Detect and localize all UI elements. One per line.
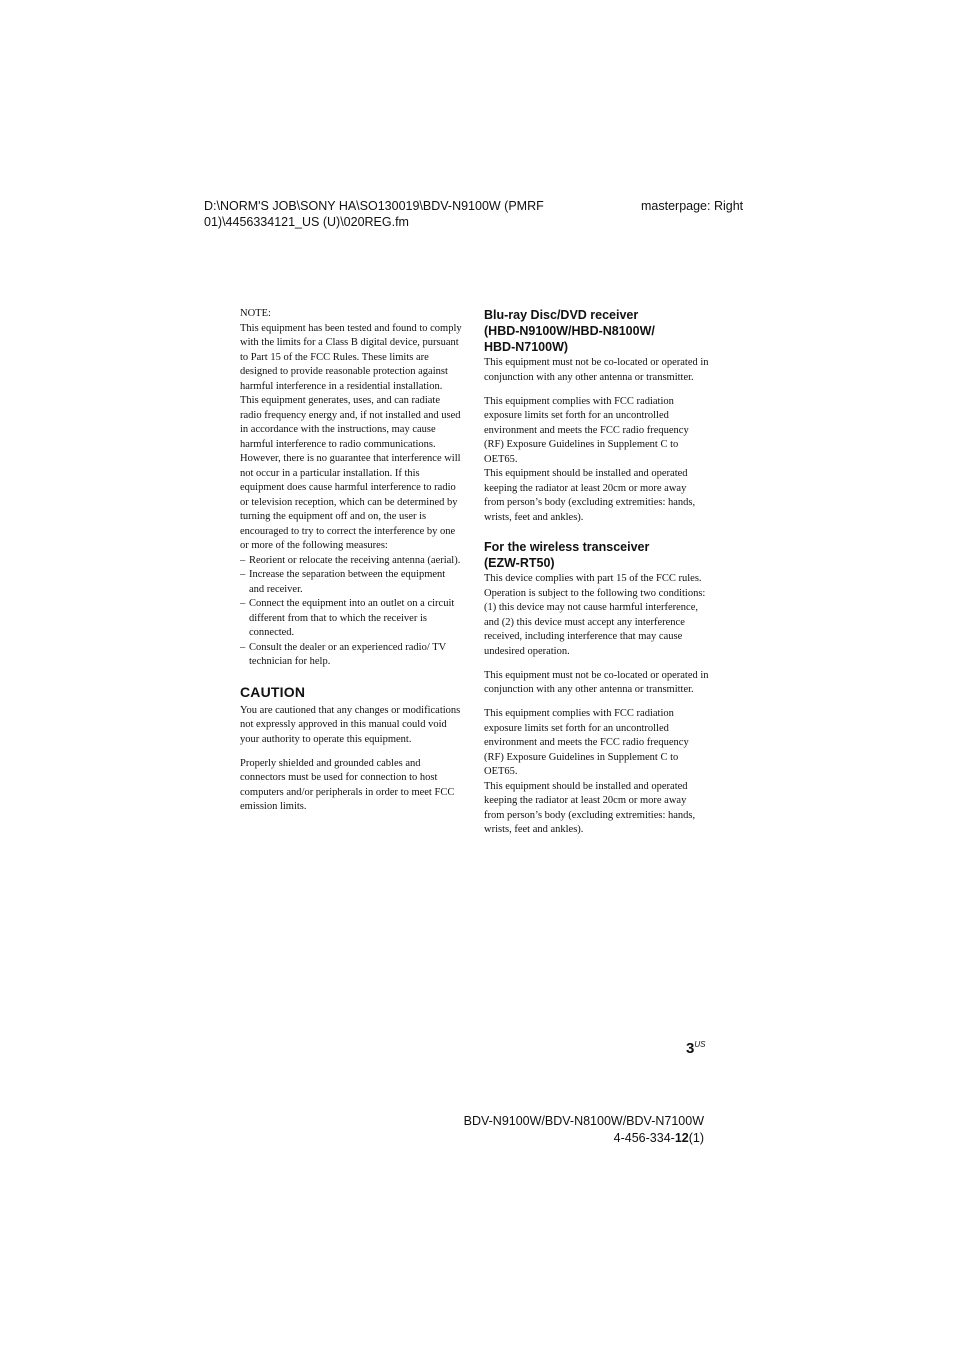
measure-text: Connect the equipment into an outlet on a circuit different from that to which the receiver is connected. (249, 598, 455, 638)
left-column (240, 307, 462, 824)
receiver-paragraph-2b: This equipment should be installed and operated keeping the radiator at least 20cm or more away from person’s body (excluding extremities: hands, wrists, feet and ankles). (484, 468, 696, 523)
measures-list (240, 554, 462, 670)
part-number-prefix: 4-456-334- (613, 1131, 675, 1145)
transceiver-paragraph-3b: This equipment should be installed and operated keeping the radiator at least 20cm or more away from person’s body (excluding extremities: hands, wrists, feet and ankles). (484, 780, 696, 835)
footer-part-number (464, 1130, 704, 1147)
measure-text: Reorient or relocate the receiving antenna (aerial). (249, 554, 461, 566)
list-item (240, 568, 462, 597)
caution-paragraph-2: Properly shielded and grounded cables and connectors must be used for connection to host computers and/or peripherals in order to meet FCC emission limits. (240, 757, 455, 812)
receiver-heading (484, 307, 709, 355)
receiver-paragraph-1: This equipment must not be co-located or operated in conjunction with any other antenna or transmitter. (484, 357, 709, 383)
dash-bullet: – (240, 569, 246, 580)
model-footer (464, 1113, 704, 1147)
caution-heading: CAUTION (240, 683, 306, 700)
list-item (240, 597, 462, 641)
file-path-line-2: 01)\4456334121_US (U)\020REG.fm (204, 215, 409, 229)
page-number-suffix: US (694, 1040, 706, 1049)
right-column (484, 307, 709, 847)
transceiver-heading-line: (EZW-RT50) (484, 556, 555, 570)
part-number-suffix: (1) (688, 1131, 704, 1145)
receiver-heading-line: HBD-N7100W) (484, 340, 569, 354)
transceiver-paragraph-2: This equipment must not be co-located or operated in conjunction with any other antenna or transmitter. (484, 669, 709, 695)
transceiver-heading-line: For the wireless transceiver (484, 540, 650, 554)
receiver-paragraph-2a: This equipment complies with FCC radiation exposure limits set forth for an uncontrolled environment and meets the FCC radio frequency (RF) Exposure Guidelines in Supplement C to OET65. (484, 395, 689, 465)
dash-bullet: – (240, 641, 246, 653)
transceiver-paragraph-3a: This equipment complies with FCC radiation exposure limits set forth for an uncontrolled environment and meets the FCC radio frequency (RF) Exposure Guidelines in Supplement C to OET65. (484, 708, 689, 777)
list-item (240, 641, 462, 670)
page-number-digit: 3 (686, 1040, 695, 1057)
footer-models: BDV-N9100W/BDV-N8100W/BDV-N7100W (463, 1114, 704, 1128)
transceiver-heading (484, 539, 709, 571)
masterpage-label: masterpage: Right (641, 199, 744, 213)
part-number-bold: 12 (674, 1131, 689, 1145)
receiver-heading-line: (HBD-N9100W/HBD-N8100W/ (484, 324, 655, 338)
note-label: NOTE: (240, 308, 271, 319)
list-item (240, 554, 462, 569)
receiver-heading-line: Blu-ray Disc/DVD receiver (484, 308, 639, 322)
file-path-header (204, 198, 604, 230)
page-number (686, 1040, 705, 1057)
note-body: This equipment has been tested and found to comply with the limits for a Class B digital device, pursuant to Part 15 of the FCC Rules. These limits are designed to provide reasonable protection against harmful interference in a residential installation. This equipment generates, uses, and can radiate radio frequency energy and, if not installed and used in accordance with the instructions, may cause harmful interference to radio communications. However, there is no guarantee that interference will not occur in a particular installation. If this equipment does cause harmful interference to radio or television reception, which can be determined by turning the equipment off and on, the user is encouraged to try to correct the interference by one or more of the following measures: (240, 322, 462, 551)
dash-bullet: – (240, 554, 246, 566)
transceiver-paragraph-1: This device complies with part 15 of the FCC rules. Operation is subject to the following two conditions: (1) this device may not cause harmful interference, and (2) this device must accept any interference received, including interference that may cause undesired operation. (484, 573, 706, 657)
measure-text: Increase the separation between the equipment and receiver. (249, 569, 446, 595)
file-path-line-1: D:\NORM'S JOB\SONY HA\SO130019\BDV-N9100W (PMRF (204, 199, 544, 213)
caution-paragraph-1: You are cautioned that any changes or modifications not expressly approved in this manual could void your authority to operate this equipment. (240, 704, 461, 745)
dash-bullet: – (240, 598, 246, 609)
measure-text: Consult the dealer or an experienced radio/ TV technician for help. (249, 641, 447, 667)
